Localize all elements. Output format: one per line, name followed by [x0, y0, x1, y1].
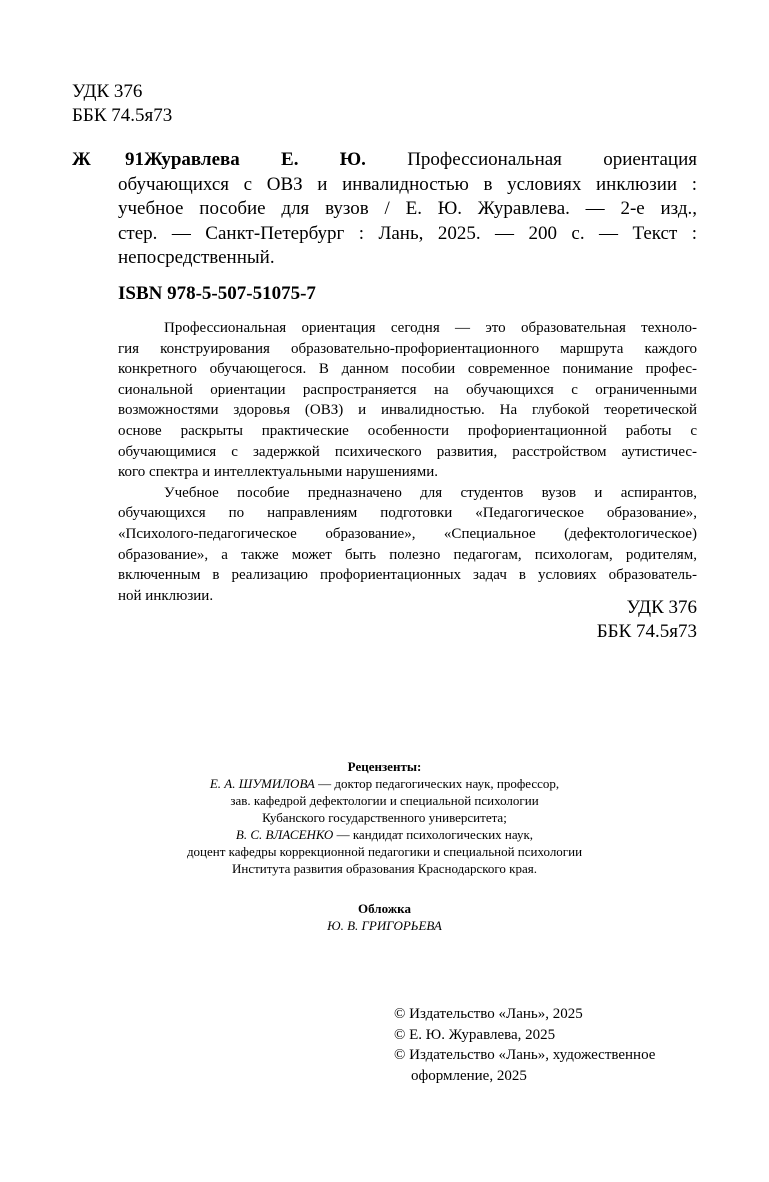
- abstract-line: ной инклюзии.: [118, 587, 214, 604]
- reviewer-1-line-2: зав. кафедрой дефектологии и специальной психологии: [230, 793, 539, 808]
- abstract-line: обучающихся по направлениям подготовки «Педагогическое образование»,: [118, 505, 697, 522]
- abstract-line: основе раскрыты практические особенности профориентационной работы с: [118, 422, 697, 439]
- abstract-line: сиональной ориентации распространяется на обучающихся с ограниченными: [118, 381, 697, 398]
- copyright-block: [394, 1004, 655, 1086]
- isbn: ISBN 978-5-507-51075-7: [118, 283, 316, 304]
- reviewer-1-name: Е. А. ШУМИЛОВА: [209, 776, 315, 791]
- reviewer-2-line-2: доцент кафедры коррекционной педагогики и специальной психологии: [186, 844, 583, 859]
- udk-code: УДК 376: [626, 597, 697, 618]
- abstract-line: Профессиональная ориентация сегодня — это образовательная техноло-: [164, 320, 697, 336]
- reviewer-1-line-1: [0, 775, 769, 792]
- cover-credit: [0, 900, 769, 934]
- bib-title-start: Профессиональная ориентация: [407, 149, 698, 170]
- author-code: Ж 91: [72, 149, 144, 170]
- bib-line-2: обучающихся с ОВЗ и инвалидностью в условиях инклюзии :: [118, 173, 697, 195]
- reviewer-2-name: В. С. ВЛАСЕНКО: [235, 827, 334, 842]
- bib-line-5: непосредственный.: [118, 247, 275, 268]
- abstract-line: «Психолого-педагогическое образование», «Специальное (дефектологическое): [118, 525, 697, 542]
- cover-artist: Ю. В. ГРИГОРЬЕВА: [327, 918, 442, 933]
- bibliographic-record: [72, 148, 697, 271]
- abstract: [118, 318, 697, 606]
- reviewer-1-line-3: Кубанского государственного университета;: [262, 810, 507, 825]
- bbk-code-top: ББК 74.5я73: [72, 105, 173, 126]
- reviewer-2-degree: — кандидат психологических наук,: [333, 827, 534, 842]
- abstract-line: обучающимися с задержкой психического развития, расстройством аутистичес-: [118, 443, 697, 460]
- bib-line-1: [72, 148, 697, 173]
- bib-line-3: учебное пособие для вузов / Е. Ю. Журавлева. — 2-е изд.,: [118, 198, 697, 219]
- abstract-line: образование», а также может быть полезно педагогам, психологам, родителям,: [118, 546, 697, 563]
- copyright-line-3: © Издательство «Лань», художественное: [394, 1047, 656, 1063]
- copyright-line-1: © Издательство «Лань», 2025: [394, 1006, 583, 1022]
- reviewer-1-degree: — доктор педагогических наук, профессор,: [314, 776, 560, 791]
- abstract-line: Учебное пособие предназначено для студентов вузов и аспирантов,: [164, 484, 697, 501]
- abstract-line: возможностями здоровья (ОВЗ) и инвалидностью. На глубокой теоретической: [118, 402, 697, 419]
- copyright-line-3-cont: оформление, 2025: [411, 1067, 527, 1084]
- abstract-line: кого спектра и интеллектуальными нарушениями.: [118, 464, 438, 481]
- reviewers-title: Рецензенты:: [347, 759, 422, 774]
- abstract-line: включенным в реализацию профориентационных задач в условиях образователь-: [118, 567, 697, 584]
- cover-title: Обложка: [358, 901, 411, 916]
- abstract-line: конкретного обучающегося. В данном пособии современное понимание профес-: [118, 361, 697, 378]
- classification-codes: [597, 596, 697, 644]
- udk-code-top: УДК 376: [72, 81, 143, 102]
- reviewer-2-line-3: Института развития образования Краснодарского края.: [232, 861, 537, 876]
- abstract-line: гия конструирования образовательно-профориентационного маршрута каждого: [118, 340, 697, 357]
- bbk-code: ББК 74.5я73: [596, 621, 697, 642]
- reviewers-block: [0, 758, 769, 877]
- bib-line-4: стер. — Санкт-Петербург : Лань, 2025. — 200 с. — Текст :: [118, 222, 697, 244]
- reviewer-2-line-1: [0, 826, 769, 843]
- copyright-line-2: © Е. Ю. Журавлева, 2025: [394, 1026, 556, 1043]
- author-name: Журавлева Е. Ю.: [144, 149, 366, 170]
